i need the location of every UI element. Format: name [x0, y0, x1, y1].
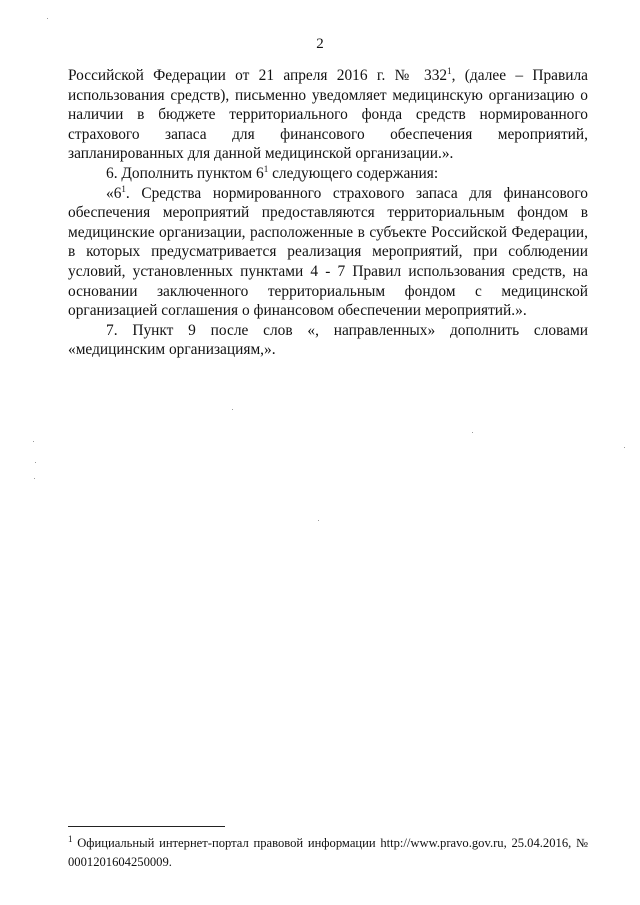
footnote — [68, 834, 588, 872]
scan-speck — [624, 447, 625, 448]
paragraph-item-6-1 — [68, 184, 588, 321]
scan-speck — [232, 409, 233, 410]
paragraph-text: «6 — [106, 184, 122, 202]
scan-speck — [47, 18, 48, 19]
page-number: 2 — [316, 36, 324, 52]
footnote-marker: 1 — [68, 833, 73, 844]
document-body — [68, 66, 588, 360]
paragraph-text: . Средства нормированного страхового запаса для финансового обеспечения мероприятий предоставляются территориальным фондом в медицинские организации, расположенные в субъекте Российской Федерации, в которых предусматривается реализация мероприятий, при соблюдении условий, установленных пунктами 4 - 7 Правил использования средств, на основании заключенного территориальным фондом с медицинской организацией соглашения о финансовом обеспечении мероприятий.». — [68, 184, 588, 320]
paragraph-text: , (далее – Правила использования средств), письменно уведомляет медицинскую организацию о наличии в бюджете территориального фонда средств нормированного страхового запаса для финансового обеспечения мероприятий, запланированных для данной медицинской организации.». — [68, 67, 588, 163]
superscript: 1 — [121, 183, 126, 194]
scan-speck — [33, 441, 34, 442]
paragraph-text: Российской Федерации от 21 апреля 2016 г. № 332 — [68, 67, 448, 84]
footnote-reference: 1 — [447, 65, 452, 76]
scan-speck — [35, 462, 36, 463]
paragraph-text: следующего содержания: — [268, 164, 439, 182]
paragraph-item-7: 7. Пункт 9 после слов «, направленных» дополнить словами «медицинским организациям,». — [68, 321, 588, 359]
scan-speck — [318, 520, 319, 521]
scan-speck — [472, 432, 473, 433]
scan-speck — [34, 478, 35, 479]
paragraph-text: 6. Дополнить пунктом 6 — [106, 164, 264, 182]
footnote-text: Официальный интернет-портал правовой информации http://www.pravo.gov.ru, 25.04.2016, № 0001201604250009. — [68, 836, 588, 869]
footnote-divider — [68, 826, 225, 827]
paragraph-continuation — [68, 66, 588, 164]
paragraph-item-6 — [68, 164, 588, 184]
superscript: 1 — [263, 163, 269, 174]
